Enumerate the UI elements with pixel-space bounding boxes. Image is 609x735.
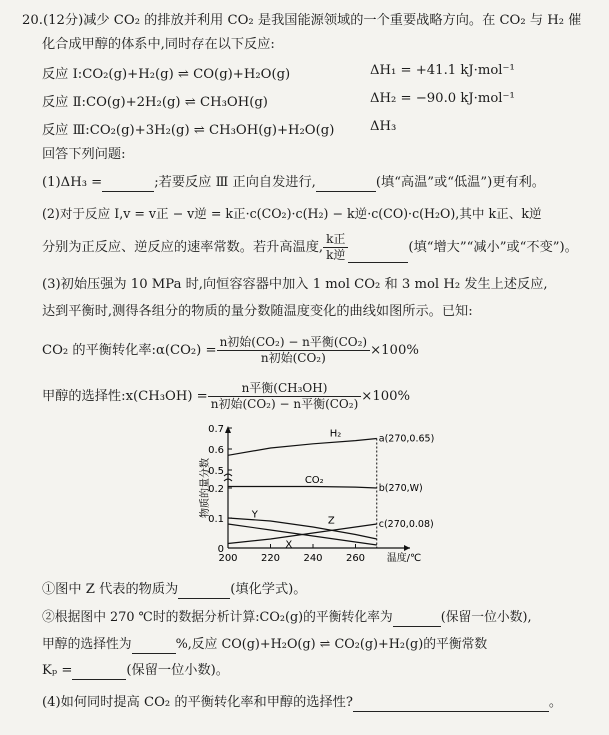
q1-blank-2[interactable] (316, 177, 376, 192)
x-axis-arrow (404, 545, 410, 551)
reaction-2 (42, 91, 268, 110)
intro-text-1: 减少 CO₂ 的排放并利用 CO₂ 是我国能源领域的一个重要战略方向。在 CO₂ 与 H₂ 催 (83, 13, 582, 28)
q3-sub1-blank[interactable] (178, 584, 230, 599)
reaction-3 (42, 119, 334, 138)
annotation-3: c(270,0.08) (378, 519, 434, 530)
x-tick-label: 220 (260, 553, 281, 564)
q3-sub2-kp (42, 662, 597, 680)
reaction-3-dh: ΔH₃ (370, 119, 397, 134)
q2-frac-den: k逆 (326, 248, 346, 262)
q3-sub1-a: ①图中 Z 代表的物质为 (42, 582, 179, 597)
reaction-1-dh: ΔH₁ = +41.1 kJ·mol⁻¹ (370, 63, 515, 78)
q2-line2 (42, 232, 597, 263)
reaction-3-name: 反应 Ⅲ: (42, 123, 90, 138)
q3-sub1-b: (填化学式)。 (230, 582, 307, 597)
q3-sub2-blank-2[interactable] (132, 639, 176, 654)
y-tick-label: 0.5 (208, 466, 224, 477)
mole-fraction-chart (198, 420, 435, 575)
q3-sub2-b: (保留一位小数), (440, 610, 532, 625)
conversion-formula (42, 335, 597, 366)
q3-sub2-e: Kₚ = (42, 663, 73, 678)
x-tick-label: 200 (218, 553, 238, 564)
series-label-3: Y (251, 509, 258, 521)
q3-sub2-a: ②根据图中 270 ℃时的数据分析计算:CO₂(g)的平衡转化率为 (42, 610, 393, 625)
q1-c: (填“高温”或“低温”)更有利。 (375, 175, 545, 190)
conversion-label: CO₂ 的平衡转化率:α(CO₂) = (42, 343, 217, 358)
selectivity-tail: ×100% (361, 389, 411, 404)
q3-sub2-d: %,反应 CO(g)+H₂O(g) ⇌ CO₂(g)+H₂(g)的平衡常数 (175, 637, 488, 652)
q3-line1: (3)初始压强为 10 MPa 时,向恒容容器中加入 1 mol CO₂ 和 3 mol H₂ 发生上述反应, (42, 277, 548, 292)
question-number: 20.(12分) (22, 13, 84, 28)
q3-sub2-blank-1[interactable] (393, 612, 441, 627)
reaction-3-equation: CO₂(g)+3H₂(g) ⇌ CH₃OH(g)+H₂O(g) (89, 123, 335, 138)
series-label-1: H₂ (329, 428, 342, 440)
series-label-5: X (285, 539, 293, 551)
y-tick-label: 0.7 (208, 424, 224, 435)
y-tick-label: 0.1 (208, 514, 224, 525)
x-axis-label: 温度/℃ (386, 553, 422, 564)
reaction-2-dh: ΔH₂ = −90.0 kJ·mol⁻¹ (370, 91, 515, 106)
conversion-fraction (217, 335, 371, 366)
selectivity-formula (42, 381, 597, 412)
y-axis-arrow (225, 426, 231, 433)
q2-frac-num: k正 (323, 232, 348, 248)
question-intro-line1 (22, 12, 597, 30)
q2-blank[interactable] (348, 248, 408, 263)
q2-line1: (2)对于反应 Ⅰ,v = v正 − v逆 = k正·c(CO₂)·c(H₂) − k逆·c(CO)·c(H₂O),其中 k正、k逆 (42, 206, 542, 221)
annotation-1: a(270,0.65) (378, 433, 435, 445)
q1-blank-1[interactable] (102, 177, 154, 192)
reaction-1 (42, 63, 290, 82)
q4-text: (4)如何同时提高 CO₂ 的平衡转化率和甲醇的选择性? (42, 695, 353, 710)
conversion-tail: ×100% (370, 343, 419, 358)
y-tick-label: 0.6 (208, 445, 224, 456)
reaction-2-name: 反应 Ⅱ: (42, 95, 86, 110)
q2-text-a: 分别为正反应、逆反应的速率常数。若升高温度, (42, 240, 324, 255)
q4-period: 。 (548, 695, 563, 710)
annotation-2: b(270,W) (378, 483, 423, 494)
q3-sub2 (42, 609, 597, 627)
selectivity-fraction (208, 381, 362, 412)
conversion-num: n初始(CO₂) − n平衡(CO₂) (217, 335, 371, 351)
q2-fraction (323, 232, 348, 263)
selectivity-label: 甲醇的选择性:x(CH₃OH) = (42, 389, 208, 404)
reaction-2-equation: CO(g)+2H₂(g) ⇌ CH₃OH(g) (85, 95, 268, 110)
q1-b: ;若要反应 Ⅲ 正向自发进行, (154, 175, 316, 190)
q2-text-b: (填“增大”“减小”或“不变”)。 (408, 240, 578, 255)
y-tick-label: 0 (217, 544, 224, 555)
y-axis-label: 物质的量分数 (200, 458, 211, 518)
series-label-4: Z (327, 515, 335, 527)
series-label-2: CO₂ (304, 474, 324, 486)
q3-sub1 (42, 581, 597, 599)
q1-a: (1)ΔH₃ = (42, 175, 103, 190)
reaction-1-equation: CO₂(g)+H₂(g) ⇌ CO(g)+H₂O(g) (82, 67, 291, 82)
selectivity-num: n平衡(CH₃OH) (208, 381, 362, 397)
reaction-1-name: 反应 Ⅰ: (42, 67, 83, 82)
series-line-3 (228, 515, 377, 539)
x-tick-label: 260 (345, 553, 366, 564)
q3-sub2-c: 甲醇的选择性为 (42, 637, 132, 652)
q3-sub2-blank-3[interactable] (72, 665, 126, 680)
q3-sub2-f: (保留一位小数)。 (126, 663, 229, 678)
q3-sub2-cont (42, 636, 597, 654)
series-line-1 (228, 439, 377, 456)
q4-line (42, 694, 597, 712)
answer-prompt: 回答下列问题: (42, 147, 126, 162)
x-tick-label: 240 (303, 553, 323, 564)
conversion-den: n初始(CO₂) (260, 351, 326, 365)
q1-line (42, 174, 597, 192)
series-line-2 (228, 487, 377, 489)
q4-blank[interactable] (353, 697, 549, 712)
y-tick-label: 0.2 (208, 484, 224, 495)
q3-line2: 达到平衡时,测得各组分的物质的量分数随温度变化的曲线如图所示。已知: (42, 304, 473, 319)
question-intro-line2: 化合成甲醇的体系中,同时存在以下反应: (42, 37, 275, 52)
selectivity-den: n初始(CO₂) − n平衡(CO₂) (210, 397, 359, 411)
